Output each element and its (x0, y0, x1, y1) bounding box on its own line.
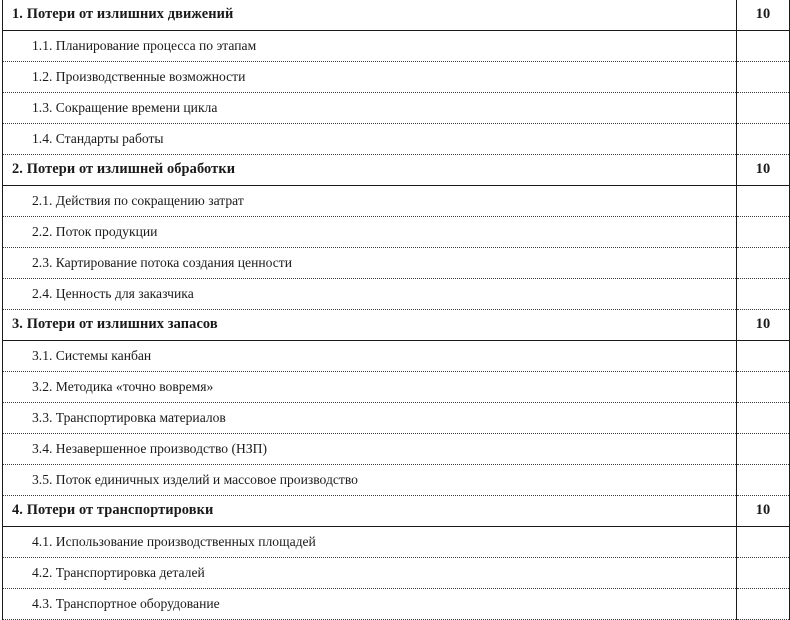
item-label-cell (3, 341, 737, 372)
item-title: 1.2. Производственные возможности (32, 68, 246, 84)
item-title: 1.3. Сокращение времени цикла (32, 99, 218, 115)
section-header-row (3, 155, 790, 186)
section-label-cell (3, 496, 737, 527)
item-title: 3.1. Системы канбан (32, 347, 152, 363)
table-row (3, 434, 790, 465)
section-title: 4. Потери от транспортировки (12, 502, 214, 519)
item-score-value (737, 232, 789, 233)
item-label-cell (3, 248, 737, 279)
table-row (3, 248, 790, 279)
item-label-cell (3, 558, 737, 589)
section-score-value: 10 (755, 6, 771, 23)
item-label-cell (3, 589, 737, 620)
item-label-cell (3, 93, 737, 124)
table-body (3, 0, 790, 620)
item-score-value (737, 449, 789, 450)
item-label-cell (3, 279, 737, 310)
item-score-cell (736, 341, 789, 372)
item-score-value (737, 480, 789, 481)
section-label-cell (3, 0, 737, 31)
section-header-row (3, 310, 790, 341)
item-score-cell (736, 279, 789, 310)
table-row (3, 589, 790, 620)
item-score-cell (736, 248, 789, 279)
item-score-value (737, 294, 789, 295)
item-title: 2.4. Ценность для заказчика (32, 285, 194, 301)
item-score-cell (736, 217, 789, 248)
table-row (3, 465, 790, 496)
item-score-value (737, 604, 789, 605)
table-row (3, 341, 790, 372)
item-score-value (737, 139, 789, 140)
item-score-value (737, 356, 789, 357)
item-label-cell (3, 527, 737, 558)
item-score-value (737, 418, 789, 419)
item-score-cell (736, 434, 789, 465)
item-label-cell (3, 403, 737, 434)
section-title: 1. Потери от излишних движений (12, 6, 234, 23)
item-score-cell (736, 403, 789, 434)
item-title: 3.3. Транспортировка материалов (32, 409, 226, 425)
section-title: 2. Потери от излишней обработки (12, 161, 236, 178)
table-row (3, 124, 790, 155)
item-title: 2.3. Картирование потока создания ценности (32, 254, 293, 270)
section-score-value: 10 (755, 502, 771, 519)
item-score-cell (736, 558, 789, 589)
item-score-value (737, 77, 789, 78)
item-score-cell (736, 186, 789, 217)
section-title: 3. Потери от излишних запасов (12, 316, 218, 333)
item-score-value (737, 542, 789, 543)
item-title: 1.1. Планирование процесса по этапам (32, 37, 257, 53)
section-score-cell (736, 496, 789, 527)
item-score-value (737, 108, 789, 109)
item-score-cell (736, 124, 789, 155)
item-title: 4.3. Транспортное оборудование (32, 595, 220, 611)
item-score-cell (736, 31, 789, 62)
item-title: 4.2. Транспортировка деталей (32, 564, 205, 580)
item-title: 2.1. Действия по сокращению затрат (32, 192, 244, 208)
table-row (3, 93, 790, 124)
item-title: 3.4. Незавершенное производство (НЗП) (32, 440, 267, 456)
table-row (3, 558, 790, 589)
item-label-cell (3, 465, 737, 496)
item-score-value (737, 46, 789, 47)
section-header-row (3, 496, 790, 527)
section-label-cell (3, 310, 737, 341)
table-row (3, 31, 790, 62)
item-score-cell (736, 372, 789, 403)
table-row (3, 372, 790, 403)
item-title: 3.5. Поток единичных изделий и массовое производство (32, 471, 358, 487)
table-row (3, 279, 790, 310)
item-label-cell (3, 31, 737, 62)
item-score-cell (736, 62, 789, 93)
item-label-cell (3, 62, 737, 93)
section-score-value: 10 (755, 161, 771, 178)
section-score-cell (736, 310, 789, 341)
item-score-cell (736, 589, 789, 620)
table-row (3, 403, 790, 434)
item-score-cell (736, 465, 789, 496)
item-label-cell (3, 434, 737, 465)
item-label-cell (3, 372, 737, 403)
item-score-value (737, 387, 789, 388)
table-row (3, 186, 790, 217)
item-title: 3.2. Методика «точно вовремя» (32, 378, 214, 394)
section-score-cell (736, 155, 789, 186)
item-score-value (737, 263, 789, 264)
table-row (3, 62, 790, 93)
item-score-value (737, 573, 789, 574)
item-label-cell (3, 217, 737, 248)
table-row (3, 527, 790, 558)
item-label-cell (3, 124, 737, 155)
item-score-value (737, 201, 789, 202)
section-score-cell (736, 0, 789, 31)
section-label-cell (3, 155, 737, 186)
item-label-cell (3, 186, 737, 217)
item-title: 4.1. Использование производственных площадей (32, 533, 316, 549)
section-header-row (3, 0, 790, 31)
waste-assessment-table (2, 0, 790, 620)
item-title: 2.2. Поток продукции (32, 223, 158, 239)
item-score-cell (736, 93, 789, 124)
item-title: 1.4. Стандарты работы (32, 130, 164, 146)
item-score-cell (736, 527, 789, 558)
table-row (3, 217, 790, 248)
section-score-value: 10 (755, 316, 771, 333)
